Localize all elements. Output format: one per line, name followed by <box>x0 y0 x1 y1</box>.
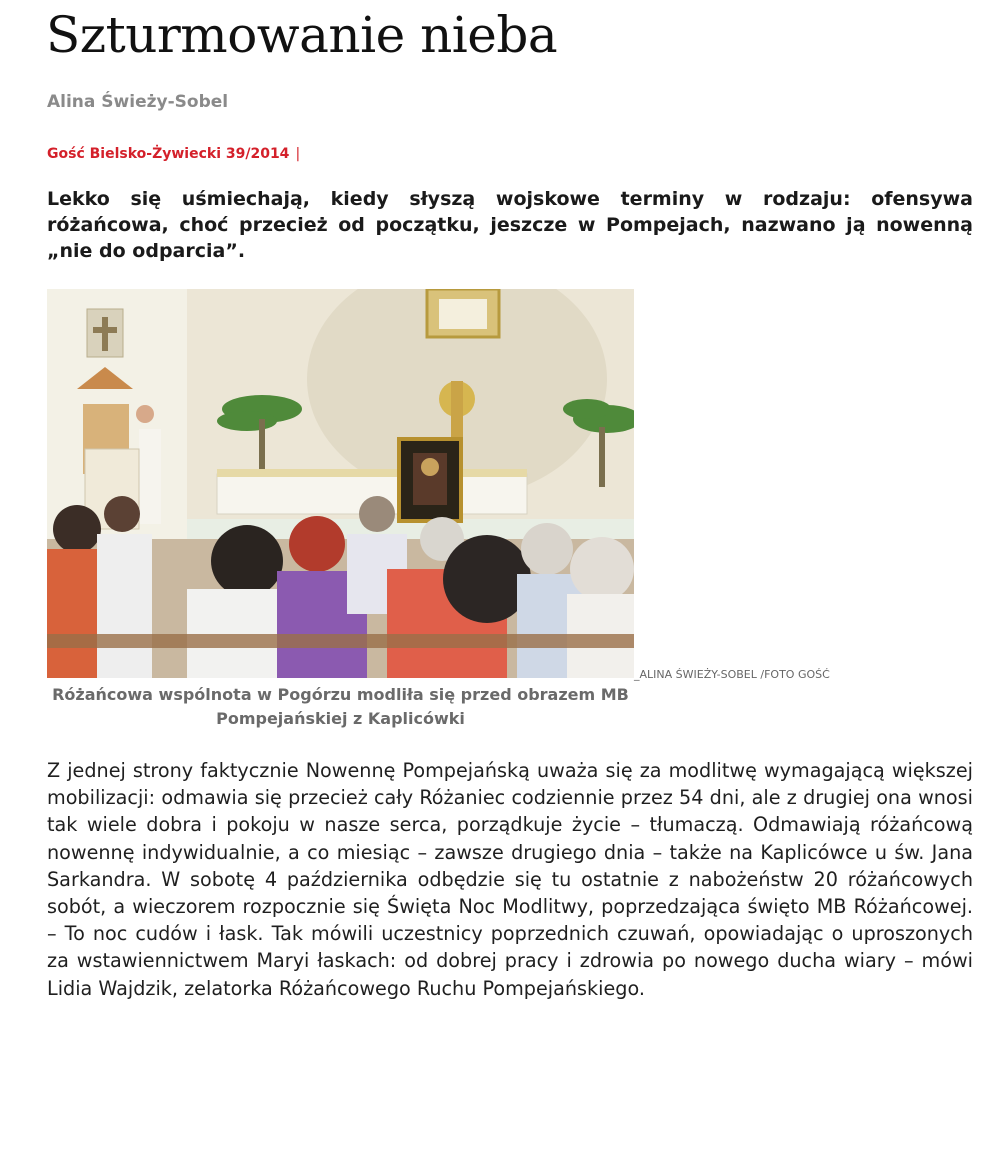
article-body: Z jednej strony faktycznie Nowennę Pompejańską uważa się za modlitwę wymagającą większej mobilizacji: odmawia się przecież cały Różaniec codziennie przez 54 dni, ale z drugiej ona wnosi tak wiele dobra i pokoju w nasze serca, porządkuje życie – tłumaczą. Odmawiają różańcową nowennę indywidualnie, a co miesiąc – zawsze drugiego dnia – także na Kaplicówce u św. Jana Sarkandra. W sobotę 4 października odbędzie się tu ostatnie z nabożeństw 20 różańcowych sobót, a wieczorem rozpocznie się Święta Noc Modlitwy, poprzedzająca święto MB Różańcowej. – To noc cudów i łask. Tak mówili uczestnicy poprzednich czuwań, opowiadając o uproszonych za wstawiennictwem Maryi łaskach: od dobrej pracy i zdrowia po nowego ducha wiary – mówi Lidia Wajdzik, zelatorka Różańcowego Ruchu Pompejańskiego. <box>47 759 973 1000</box>
source-separator: | <box>295 146 301 162</box>
article-author[interactable]: Alina Świeży-Sobel <box>47 92 229 112</box>
photo-credit: _ALINA ŚWIEŻY-SOBEL /FOTO GOŚĆ <box>634 668 830 681</box>
source-label[interactable]: Gość Bielsko-Żywiecki 39/2014 <box>47 146 290 162</box>
article-lead: Lekko się uśmiechają, kiedy słyszą wojskowe terminy w rodzaju: ofensywa różańcowa, choć przecież od początku, jeszcze w Pompejach, nazwano ją nowenną „nie do odparcia”. <box>47 188 973 262</box>
photo-caption: Różańcowa wspólnota w Pogórzu modliła się przed obrazem MB Pompejańskiej z Kaplicówki <box>52 685 629 728</box>
article-photo <box>47 289 634 678</box>
article-source[interactable] <box>47 146 300 162</box>
article-title: Szturmowanie nieba <box>46 6 558 64</box>
church-interior-image <box>47 289 634 678</box>
